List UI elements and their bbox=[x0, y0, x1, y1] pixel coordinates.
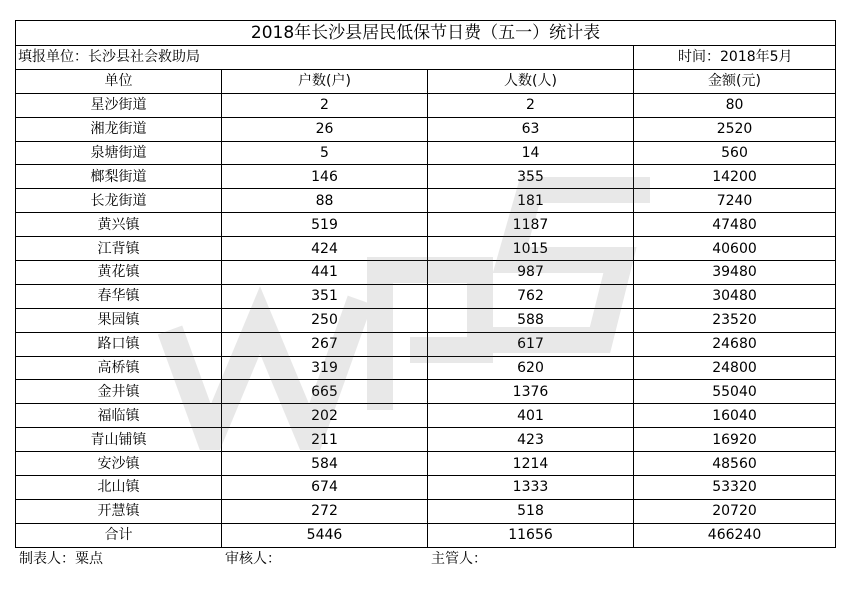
households-cell: 146 bbox=[222, 165, 428, 189]
unit-cell: 开慧镇 bbox=[16, 499, 222, 523]
spreadsheet bbox=[15, 20, 835, 571]
people-cell: 987 bbox=[428, 261, 634, 285]
amount-cell: 48560 bbox=[634, 452, 836, 476]
households-cell: 211 bbox=[222, 428, 428, 452]
table-row bbox=[16, 332, 836, 356]
people-cell: 423 bbox=[428, 428, 634, 452]
report-time: 时间：2018年5月 bbox=[634, 46, 836, 70]
header-unit: 单位 bbox=[16, 69, 222, 93]
amount-cell: 40600 bbox=[634, 237, 836, 261]
people-cell: 63 bbox=[428, 117, 634, 141]
reporting-unit: 填报单位：长沙县社会救助局 bbox=[16, 46, 428, 70]
unit-cell: 长龙街道 bbox=[16, 189, 222, 213]
amount-cell: 53320 bbox=[634, 476, 836, 500]
table-row bbox=[16, 356, 836, 380]
unit-cell: 合计 bbox=[16, 523, 222, 547]
people-cell: 588 bbox=[428, 308, 634, 332]
header-people: 人数(人) bbox=[428, 69, 634, 93]
table-row bbox=[16, 499, 836, 523]
people-cell: 620 bbox=[428, 356, 634, 380]
households-cell: 250 bbox=[222, 308, 428, 332]
amount-cell: 55040 bbox=[634, 380, 836, 404]
unit-cell: 江背镇 bbox=[16, 237, 222, 261]
households-cell: 665 bbox=[222, 380, 428, 404]
unit-cell: 安沙镇 bbox=[16, 452, 222, 476]
table-row bbox=[16, 117, 836, 141]
footer-row bbox=[15, 548, 835, 571]
people-cell: 617 bbox=[428, 332, 634, 356]
amount-cell: 24800 bbox=[634, 356, 836, 380]
amount-cell: 30480 bbox=[634, 284, 836, 308]
amount-cell: 24680 bbox=[634, 332, 836, 356]
unit-cell: 福临镇 bbox=[16, 404, 222, 428]
amount-cell: 16040 bbox=[634, 404, 836, 428]
unit-cell: 果园镇 bbox=[16, 308, 222, 332]
amount-cell: 47480 bbox=[634, 213, 836, 237]
table-title: 2018年长沙县居民低保节日费（五一）统计表 bbox=[16, 21, 836, 46]
amount-cell: 39480 bbox=[634, 261, 836, 285]
statistics-table bbox=[15, 20, 836, 548]
households-cell: 674 bbox=[222, 476, 428, 500]
households-cell: 26 bbox=[222, 117, 428, 141]
households-cell: 267 bbox=[222, 332, 428, 356]
amount-cell: 7240 bbox=[634, 189, 836, 213]
amount-cell: 14200 bbox=[634, 165, 836, 189]
table-row bbox=[16, 213, 836, 237]
households-cell: 519 bbox=[222, 213, 428, 237]
people-cell: 1187 bbox=[428, 213, 634, 237]
amount-cell: 16920 bbox=[634, 428, 836, 452]
households-cell: 351 bbox=[222, 284, 428, 308]
footer-supervisor: 主管人： bbox=[431, 551, 487, 568]
households-cell: 2 bbox=[222, 93, 428, 117]
households-cell: 202 bbox=[222, 404, 428, 428]
households-cell: 5446 bbox=[222, 523, 428, 547]
amount-cell: 2520 bbox=[634, 117, 836, 141]
table-row bbox=[16, 452, 836, 476]
people-cell: 2 bbox=[428, 93, 634, 117]
unit-cell: 春华镇 bbox=[16, 284, 222, 308]
people-cell: 1015 bbox=[428, 237, 634, 261]
households-cell: 441 bbox=[222, 261, 428, 285]
households-cell: 5 bbox=[222, 141, 428, 165]
unit-cell: 榔梨街道 bbox=[16, 165, 222, 189]
header-amount: 金额(元) bbox=[634, 69, 836, 93]
unit-cell: 黄花镇 bbox=[16, 261, 222, 285]
table-row bbox=[16, 428, 836, 452]
table-row bbox=[16, 237, 836, 261]
amount-cell: 80 bbox=[634, 93, 836, 117]
meta-blank bbox=[428, 46, 634, 70]
people-cell: 355 bbox=[428, 165, 634, 189]
table-row bbox=[16, 189, 836, 213]
table-row bbox=[16, 380, 836, 404]
households-cell: 272 bbox=[222, 499, 428, 523]
unit-cell: 星沙街道 bbox=[16, 93, 222, 117]
unit-cell: 路口镇 bbox=[16, 332, 222, 356]
meta-row bbox=[16, 46, 836, 70]
people-cell: 11656 bbox=[428, 523, 634, 547]
unit-cell: 黄兴镇 bbox=[16, 213, 222, 237]
unit-cell: 湘龙街道 bbox=[16, 117, 222, 141]
table-row bbox=[16, 404, 836, 428]
amount-cell: 560 bbox=[634, 141, 836, 165]
unit-cell: 北山镇 bbox=[16, 476, 222, 500]
unit-cell: 泉塘街道 bbox=[16, 141, 222, 165]
header-households: 户数(户) bbox=[222, 69, 428, 93]
footer-preparer: 制表人：粟点 bbox=[19, 551, 103, 568]
footer-blank bbox=[633, 548, 835, 571]
unit-cell: 青山铺镇 bbox=[16, 428, 222, 452]
table-row bbox=[16, 261, 836, 285]
people-cell: 181 bbox=[428, 189, 634, 213]
table-row bbox=[16, 93, 836, 117]
table-row bbox=[16, 141, 836, 165]
title-row bbox=[16, 21, 836, 46]
table-row bbox=[16, 308, 836, 332]
households-cell: 319 bbox=[222, 356, 428, 380]
header-row bbox=[16, 69, 836, 93]
footer-table bbox=[15, 548, 835, 571]
unit-cell: 金井镇 bbox=[16, 380, 222, 404]
amount-cell: 466240 bbox=[634, 523, 836, 547]
footer-reviewer: 审核人： bbox=[225, 551, 281, 568]
table-row bbox=[16, 165, 836, 189]
households-cell: 424 bbox=[222, 237, 428, 261]
people-cell: 401 bbox=[428, 404, 634, 428]
people-cell: 1333 bbox=[428, 476, 634, 500]
amount-cell: 23520 bbox=[634, 308, 836, 332]
people-cell: 1376 bbox=[428, 380, 634, 404]
amount-cell: 20720 bbox=[634, 499, 836, 523]
people-cell: 1214 bbox=[428, 452, 634, 476]
people-cell: 14 bbox=[428, 141, 634, 165]
total-row bbox=[16, 523, 836, 547]
people-cell: 518 bbox=[428, 499, 634, 523]
households-cell: 584 bbox=[222, 452, 428, 476]
unit-cell: 高桥镇 bbox=[16, 356, 222, 380]
table-row bbox=[16, 284, 836, 308]
people-cell: 762 bbox=[428, 284, 634, 308]
table-row bbox=[16, 476, 836, 500]
households-cell: 88 bbox=[222, 189, 428, 213]
